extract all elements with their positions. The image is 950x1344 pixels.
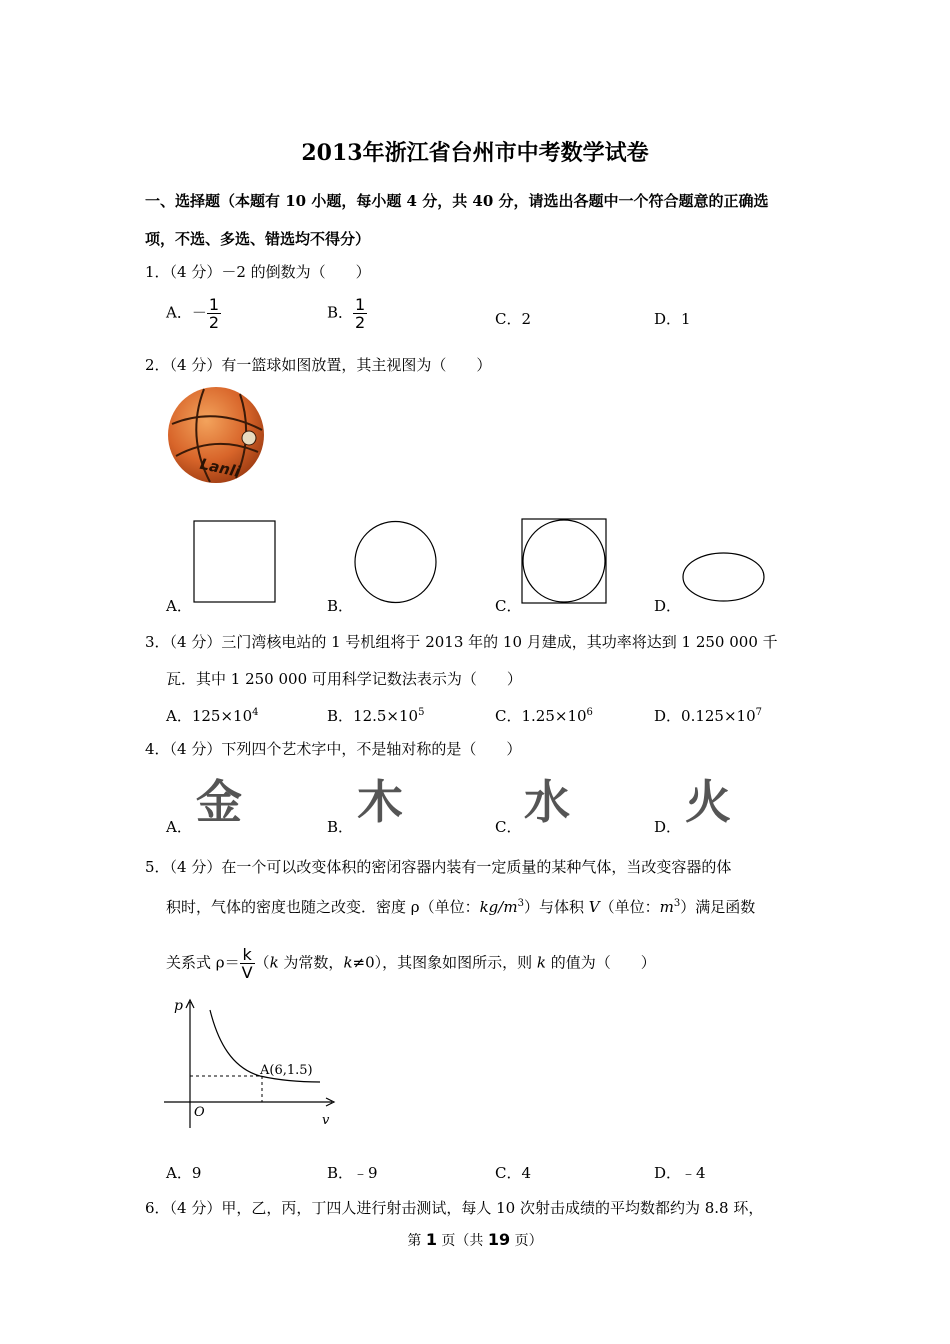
q5-line2-text-a: 积时，气体的密度也随之改变．密度 ρ（单位： <box>166 898 480 916</box>
q5-variable-k2: k <box>343 953 353 972</box>
q5-line1: 5．（4 分）在一个可以改变体积的密闭容器内装有一定质量的某种气体，当改变容器的体 <box>145 858 732 876</box>
q4-glyph-jin: 金 <box>196 775 242 829</box>
q5-line2-text-c: （单位： <box>599 898 660 916</box>
q1-a-fraction <box>207 296 221 331</box>
q4-option-a: A． <box>166 818 192 836</box>
q3-option-b <box>327 705 424 726</box>
q3-line1: 3．（4 分）三门湾核电站的 1 号机组将于 2013 年的 10 月建成，其功率将达到 1 250 000 千 <box>145 633 778 651</box>
section-heading-line1: 一、选择题（本题有 10 小题，每小题 4 分，共 40 分，请选出各题中一个符合题意的正确选 <box>145 192 769 210</box>
q5-line2-text-b: ）与体积 <box>523 898 589 916</box>
q2-option-b: B． <box>327 597 354 615</box>
q2-d-ellipse-figure <box>682 552 766 604</box>
q3-a-base: 125×10 <box>191 707 253 725</box>
q2-option-a: A． <box>166 597 192 615</box>
q5-option-a: A．9 <box>166 1164 202 1182</box>
footer-text-pre: 第 <box>407 1233 426 1249</box>
q5-line3-text-b: （ <box>254 953 270 972</box>
page-title: 2013年浙江省台州市中考数学试卷 <box>301 140 649 166</box>
q3-b-label: B． <box>327 707 354 725</box>
q5-line3-text-d: ≠0），其图象如图所示，则 <box>352 953 537 972</box>
q3-c-exponent: 6 <box>586 707 593 718</box>
q2-option-d: D． <box>654 597 682 615</box>
q3-option-c <box>495 705 593 726</box>
q5-line2 <box>166 896 755 917</box>
q2-a-square-figure <box>193 520 277 604</box>
q1-b-fraction <box>353 296 367 331</box>
q5-inverse-function-graph <box>160 994 340 1134</box>
q3-b-base: 12.5×10 <box>353 707 419 725</box>
q5-variable-v: V <box>588 898 600 916</box>
q5-fraction-k-over-v <box>240 946 255 981</box>
q2-stem: 2．（4 分）有一篮球如图放置，其主视图为（ ） <box>145 356 492 374</box>
q5-unit1-exponent: 3 <box>517 898 524 909</box>
footer-total-pages: 19 <box>487 1230 511 1249</box>
footer-page-number: 1 <box>425 1230 437 1249</box>
q3-option-d <box>654 705 762 726</box>
q1-b-denominator: 2 <box>355 313 366 332</box>
q5-line3 <box>166 946 656 981</box>
q5-unit-kg-m: kg/m <box>479 898 518 916</box>
footer-text-post: 页） <box>510 1233 543 1249</box>
section-heading-line2: 项，不选、多选、错选均不得分） <box>145 230 371 248</box>
graph-x-label: v <box>322 1113 330 1128</box>
q5-variable-k1: k <box>269 953 279 972</box>
q3-a-label: A． <box>166 707 192 725</box>
q4-glyph-mu: 木 <box>357 775 403 829</box>
q2-option-c: C． <box>495 597 522 615</box>
q1-option-b <box>327 296 367 331</box>
q5-variable-k3: k <box>536 953 547 972</box>
q5-option-d: D．﹣4 <box>654 1164 706 1182</box>
q3-d-label: D． <box>654 707 682 725</box>
q3-a-exponent: 4 <box>252 707 259 718</box>
q1-a-label: A． <box>166 303 192 322</box>
basketball-brand-text: Lanli <box>198 454 242 481</box>
q1-option-d: D．1 <box>654 310 691 328</box>
q1-a-sign: － <box>191 303 207 322</box>
q5-option-b: B．﹣9 <box>327 1164 378 1182</box>
q5-option-c: C．4 <box>495 1164 532 1182</box>
q4-glyph-huo: 火 <box>685 775 731 829</box>
q1-stem: 1．（4 分）－2 的倒数为（ ） <box>145 263 371 281</box>
q4-option-c: C． <box>495 818 522 836</box>
q5-line3-text-c: 为常数， <box>278 953 344 972</box>
q5-line3-text-a: 关系式 ρ＝ <box>166 953 240 972</box>
basketball-image <box>166 386 268 486</box>
q3-option-a <box>166 705 259 726</box>
q1-option-a <box>166 296 221 331</box>
page-footer <box>0 1230 950 1250</box>
q4-stem: 4．（4 分）下列四个艺术字中，不是轴对称的是（ ） <box>145 740 522 758</box>
q3-c-label: C． <box>495 707 522 725</box>
footer-text-mid: 页（共 <box>436 1233 488 1249</box>
q4-option-d: D． <box>654 818 682 836</box>
q4-glyph-shui: 水 <box>524 775 570 829</box>
q3-b-exponent: 5 <box>418 707 425 718</box>
q4-option-b: B． <box>327 818 354 836</box>
q5-line3-text-e: 的值为（ ） <box>546 953 656 972</box>
q6-line1: 6．（4 分）甲，乙，丙，丁四人进行射击测试，每人 10 次射击成绩的平均数都约为 8.8 环， <box>145 1199 764 1217</box>
q5-unit2-exponent: 3 <box>673 898 681 909</box>
q1-a-numerator: 1 <box>208 295 220 314</box>
q1-a-denominator: 2 <box>208 313 220 332</box>
q5-fraction-denominator: V <box>241 963 253 982</box>
q5-fraction-numerator: k <box>240 946 255 964</box>
graph-point-a-label: A(6,1.5) <box>260 1063 313 1078</box>
q1-b-numerator: 1 <box>355 295 366 314</box>
q5-unit-m: m <box>659 898 674 916</box>
q2-b-circle-figure <box>354 520 438 604</box>
graph-y-label: p <box>174 998 183 1014</box>
q3-line2: 瓦．其中 1 250 000 可用科学记数法表示为（ ） <box>166 670 522 688</box>
q5-line2-text-d: ）满足函数 <box>680 898 756 916</box>
q1-b-label: B． <box>327 303 354 322</box>
graph-origin-label: O <box>194 1105 205 1120</box>
q3-d-base: 0.125×10 <box>681 707 756 725</box>
q3-c-base: 1.25×10 <box>521 707 587 725</box>
q3-d-exponent: 7 <box>755 707 763 718</box>
q2-c-circle-in-square-figure <box>521 518 609 606</box>
q1-option-c: C．2 <box>495 310 532 328</box>
